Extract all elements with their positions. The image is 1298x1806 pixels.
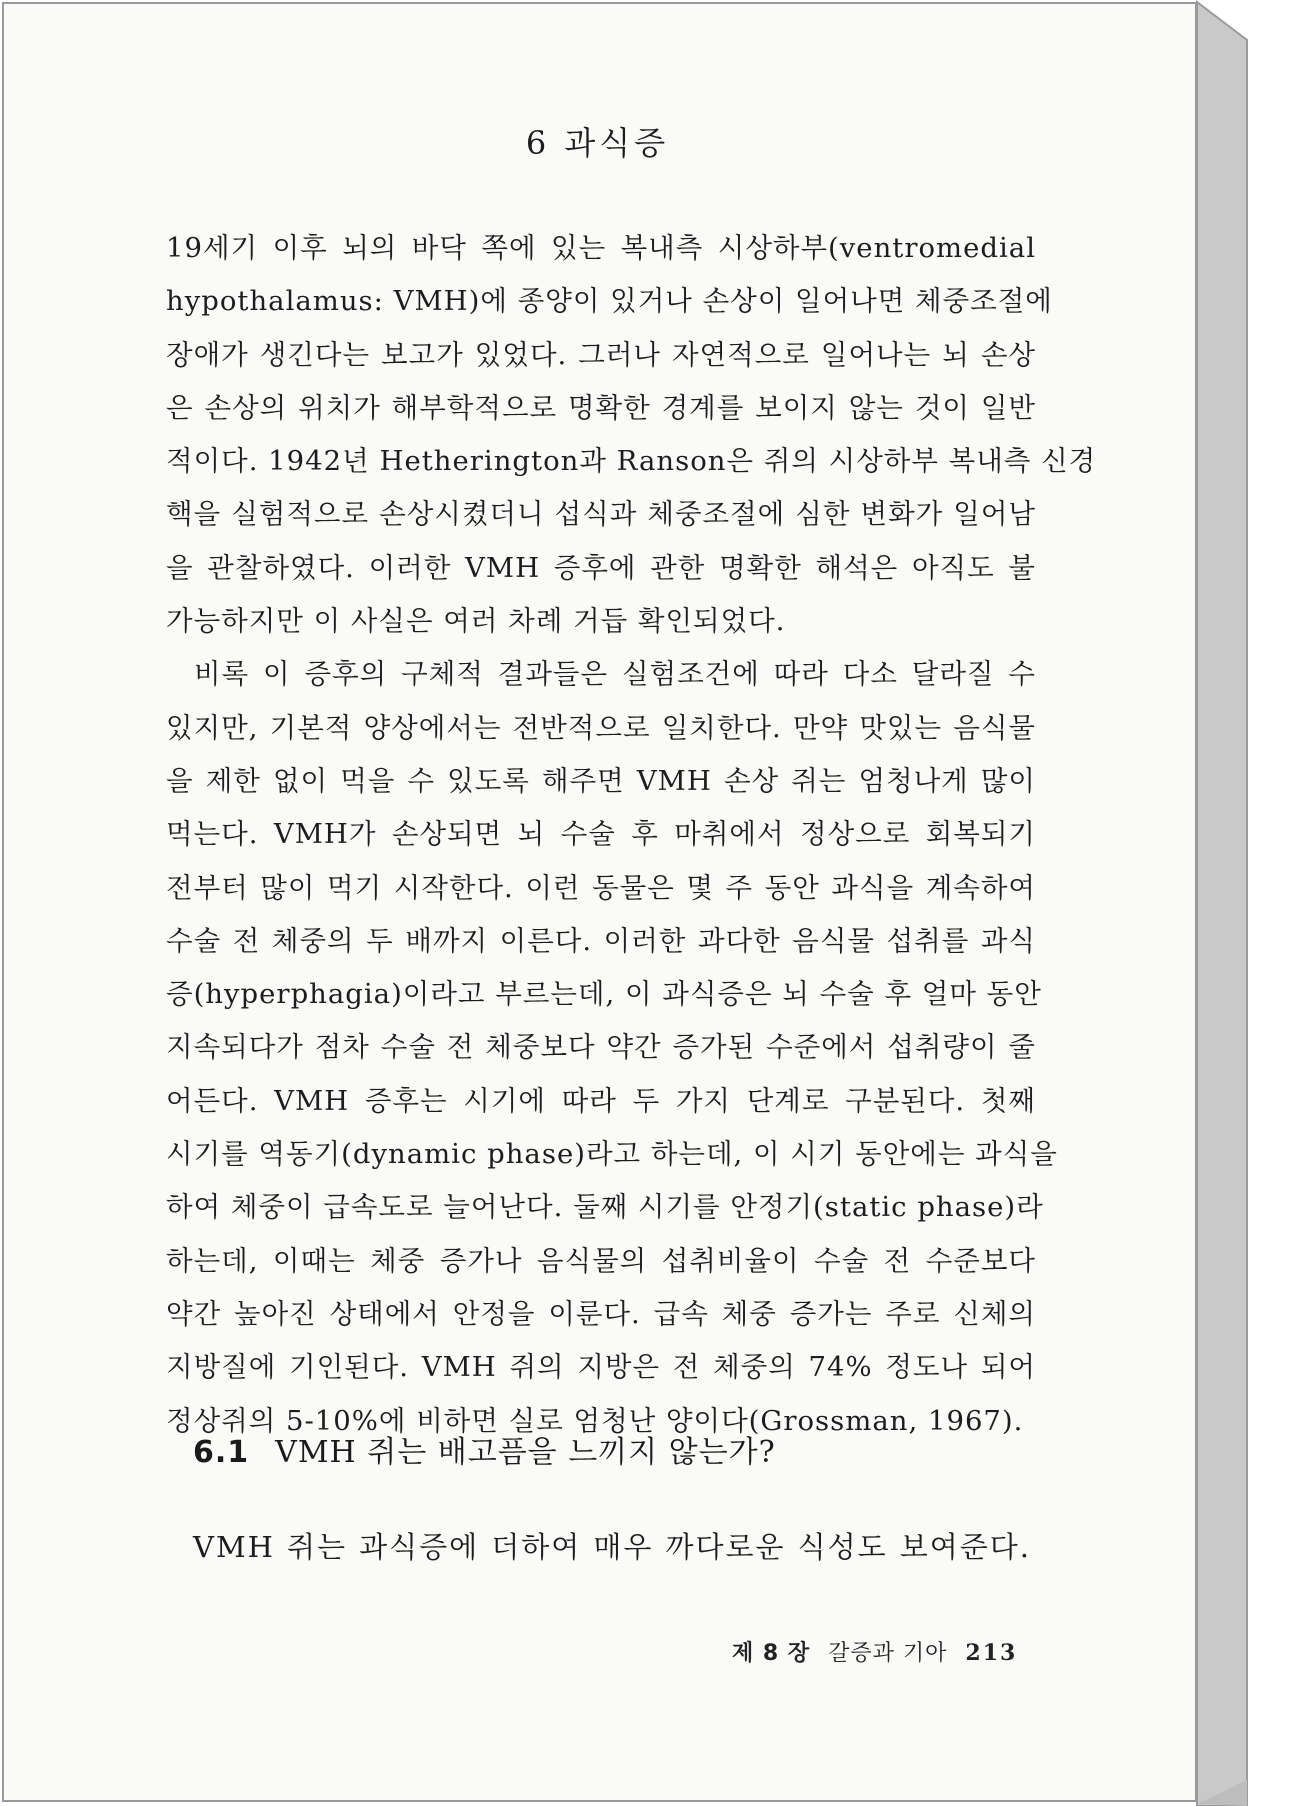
text-line: 을 제한 없이 먹을 수 있도록 해주면 VMH 손상 쥐는 엄청나게 많이 <box>166 764 1036 797</box>
text-line: 은 손상의 위치가 해부학적으로 명확한 경계를 보이지 않는 것이 일반 <box>166 391 1036 424</box>
subsection-first-line: VMH 쥐는 과식증에 더하여 매우 까다로운 식성도 보여준다. <box>193 1530 1031 1564</box>
text-line: 지방질에 기인된다. VMH 쥐의 지방은 전 체중의 74% 정도나 되어 <box>166 1351 1036 1384</box>
text-line: hypothalamus: VMH)에 종양이 있거나 손상이 일어나면 체중조절에 <box>166 285 1053 318</box>
text-line: 있지만, 기본적 양상에서는 전반적으로 일치한다. 만약 맛있는 음식물 <box>166 711 1036 744</box>
page-number: 213 <box>965 1640 1018 1666</box>
subsection-title: VMH 쥐는 배고픔을 느끼지 않는가? <box>275 1435 776 1470</box>
text-line: 19세기 이후 뇌의 바닥 쪽에 있는 복내측 시상하부(ventromedial <box>166 232 1036 264</box>
footer-chapter: 제 8 장 <box>732 1641 811 1666</box>
subsection-heading <box>193 1427 776 1471</box>
text-line: 비록 이 증후의 구체적 결과들은 실험조건에 따라 다소 달라질 수 <box>194 658 1036 691</box>
text-line: 핵을 실험적으로 손상시켰더니 섭식과 체중조절에 심한 변화가 일어남 <box>166 498 1036 531</box>
text-line: 을 관찰하였다. 이러한 VMH 증후에 관한 명확한 해석은 아직도 불 <box>166 551 1036 584</box>
text-line: 어든다. VMH 증후는 시기에 따라 두 가지 단계로 구분된다. 첫째 <box>166 1084 1036 1117</box>
text-line: 가능하지만 이 사실은 여러 차례 거듭 확인되었다. <box>166 605 786 638</box>
section-title: 6 과식증 <box>525 124 670 162</box>
body-text <box>166 222 1097 1448</box>
paragraph-2 <box>166 648 1058 1447</box>
text-line: 시기를 역동기(dynamic phase)라고 하는데, 이 시기 동안에는 과식을 <box>166 1138 1058 1171</box>
text-line: 약간 높아진 상태에서 안정을 이룬다. 급속 체중 증가는 주로 신체의 <box>166 1297 1036 1330</box>
text-line: 수술 전 체중의 두 배까지 이른다. 이러한 과다한 음식물 섭취를 과식 <box>166 924 1036 957</box>
footer-chapter-title: 갈증과 기아 <box>828 1641 948 1666</box>
subsection-number: 6.1 <box>193 1435 250 1470</box>
text-line: 먹는다. VMH가 손상되면 뇌 수술 후 마취에서 정상으로 회복되기 <box>166 818 1036 851</box>
text-line: 전부터 많이 먹기 시작한다. 이런 동물은 몇 주 동안 과식을 계속하여 <box>166 871 1036 904</box>
text-line: 적이다. 1942년 Hetherington과 Ranson은 쥐의 시상하부 복내측 신경 <box>166 445 1097 478</box>
text-line: 지속되다가 점차 수술 전 체중보다 약간 증가된 수준에서 섭취량이 줄 <box>166 1031 1036 1064</box>
text-line: 증(hyperphagia)이라고 부르는데, 이 과식증은 뇌 수술 후 얼마 동안 <box>166 978 1042 1011</box>
running-footer <box>732 1636 1017 1667</box>
text-line: 장애가 생긴다는 보고가 있었다. 그러나 자연적으로 일어나는 뇌 손상 <box>166 338 1036 371</box>
text-line: 정상쥐의 5-10%에 비하면 실로 엄청난 양이다(Grossman, 1967). <box>166 1404 1024 1437</box>
text-line: 하는데, 이때는 체중 증가나 음식물의 섭취비율이 수술 전 수준보다 <box>166 1244 1036 1277</box>
text-line: 하여 체중이 급속도로 늘어난다. 둘째 시기를 안정기(static phase)라 <box>166 1191 1044 1224</box>
paragraph-1 <box>166 222 1097 648</box>
